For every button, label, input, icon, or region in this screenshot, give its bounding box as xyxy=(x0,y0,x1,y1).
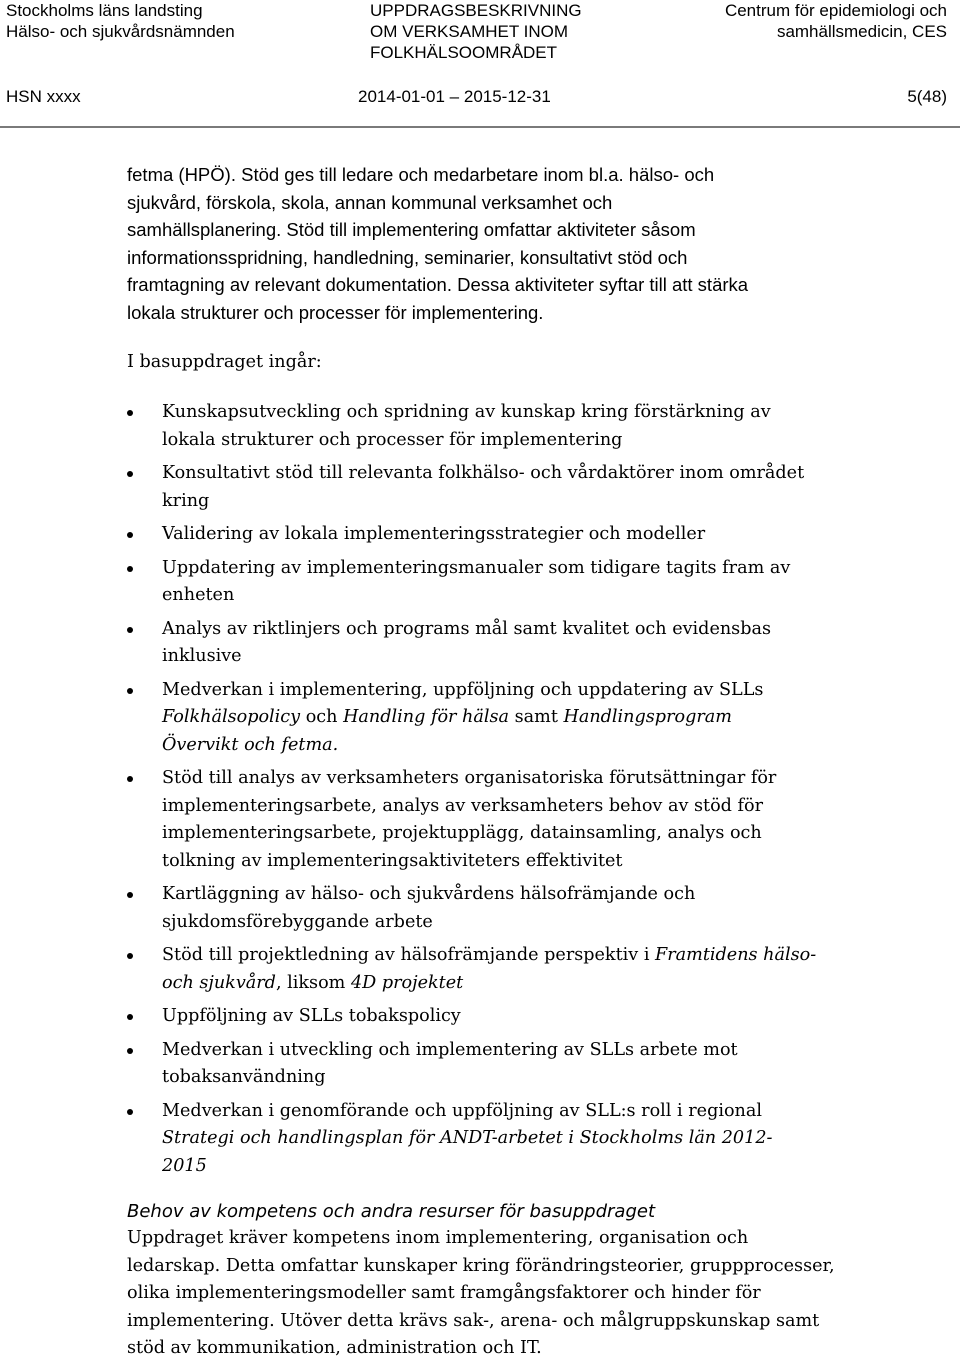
list-item-text xyxy=(162,1037,882,1092)
section-title: Behov av kompetens och andra resurser för basuppdraget xyxy=(127,1201,656,1222)
bullet-icon xyxy=(127,566,133,572)
list-item-line xyxy=(162,1037,882,1065)
list-item-text xyxy=(162,1003,882,1031)
text-segment: Uppdatering av implementeringsmanualer som tidigare tagits fram av xyxy=(162,557,791,578)
list-item xyxy=(127,521,887,549)
list-item xyxy=(127,1098,887,1181)
list-item-line xyxy=(162,616,882,644)
list-item xyxy=(127,765,887,875)
header-doctype-line: UPPDRAGSBESKRIVNING xyxy=(370,1,582,20)
paragraph-line: framtagning av relevant dokumentation. Dessa aktiviteter syftar till att stärka xyxy=(127,274,749,295)
list-item-line xyxy=(162,1003,882,1031)
bullet-icon xyxy=(127,410,133,416)
text-segment: och xyxy=(300,707,344,727)
list-item xyxy=(127,1037,887,1092)
text-segment: Kunskapsutveckling och spridning av kunskap kring förstärkning av xyxy=(162,402,771,422)
bullet-icon xyxy=(127,892,133,898)
bullet-icon xyxy=(127,1109,133,1115)
text-segment: Stöd till analys av verksamheters organisatoriska förutsättningar för xyxy=(162,768,777,788)
paragraph-line: olika implementeringsmodeller samt framgångsfaktorer och hinder för xyxy=(127,1283,761,1303)
list-item-line xyxy=(162,555,882,583)
list-item-text xyxy=(162,460,882,515)
list-item-line xyxy=(162,582,882,610)
validity-period: 2014-01-01 – 2015-12-31 xyxy=(358,87,551,106)
text-segment: enheten xyxy=(162,585,235,605)
paragraph-line: fetma (HPÖ). Stöd ges till ledare och medarbetare inom bl.a. hälso- och xyxy=(127,164,715,185)
text-segment: Stöd till projektledning av hälsofrämjande perspektiv i xyxy=(162,945,656,965)
italic-text: Handling för hälsa xyxy=(343,707,510,727)
header-unit-line: samhällsmedicin, CES xyxy=(776,22,947,41)
italic-text: 4D projektet xyxy=(350,972,464,993)
list-item-line xyxy=(162,427,882,455)
paragraph-line: implementering. Utöver detta krävs sak-, arena- och målgruppskunskap samt xyxy=(127,1310,820,1331)
bullet-icon xyxy=(127,688,133,694)
text-segment: kring xyxy=(162,490,210,511)
list-item xyxy=(127,555,887,610)
list-item xyxy=(127,881,887,936)
list-item-line xyxy=(162,820,882,848)
paragraph-line: sjukvård, förskola, skola, annan kommunal verksamhet och xyxy=(127,191,613,213)
list-item-line xyxy=(162,942,882,970)
bullet-icon xyxy=(127,532,133,538)
list-item-line xyxy=(162,399,882,427)
list-item-line xyxy=(162,793,882,821)
needs-paragraph xyxy=(127,1225,907,1363)
list-item-line xyxy=(162,765,882,793)
header-organization xyxy=(6,0,235,42)
italic-text: Framtidens hälso- xyxy=(655,945,817,965)
bullet-icon xyxy=(127,953,133,959)
list-item xyxy=(127,399,887,454)
text-segment: lokala strukturer och processer för implementering xyxy=(162,429,623,450)
document-id: HSN xxxx xyxy=(6,87,81,106)
text-segment: Analys av riktlinjers och programs mål samt kvalitet och evidensbas xyxy=(162,618,771,639)
italic-text: Folkhälsopolicy xyxy=(162,707,301,727)
text-segment: Medverkan i genomförande och uppföljning av SLL:s roll i regional xyxy=(162,1100,762,1121)
bullet-icon xyxy=(127,471,133,477)
paragraph-line: ledarskap. Detta omfattar kunskaper kring förändringsteorier, gruppprocesser, xyxy=(127,1255,835,1276)
list-item xyxy=(127,460,887,515)
header-document-type xyxy=(370,0,582,63)
list-item-line xyxy=(162,909,882,937)
bullet-icon xyxy=(127,1014,133,1020)
header-org-line: Stockholms läns landsting xyxy=(6,1,203,20)
list-item xyxy=(127,677,887,760)
text-segment: Kartläggning av hälso- och sjukvårdens hälsofrämjande och xyxy=(162,884,696,904)
list-item-line xyxy=(162,460,882,488)
list-item-line xyxy=(162,848,882,876)
paragraph-line: lokala strukturer och processer för implementering. xyxy=(127,301,544,323)
intro-paragraph xyxy=(127,161,867,326)
list-item-line xyxy=(162,1125,882,1153)
italic-text: Handlingsprogram xyxy=(563,707,732,727)
header-doctype-line: FOLKHÄLSOOMRÅDET xyxy=(370,43,558,62)
text-segment: sjukdomsförebyggande arbete xyxy=(162,911,433,932)
bullet-icon xyxy=(127,776,133,782)
list-item-line xyxy=(162,488,882,516)
text-segment: Medverkan i utveckling och implementering av SLLs arbete mot xyxy=(162,1039,738,1060)
list-item xyxy=(127,942,887,997)
list-item-text xyxy=(162,1098,882,1181)
paragraph-line: stöd av kommunikation, administration och IT. xyxy=(127,1338,542,1358)
header-doctype-line: OM VERKSAMHET INOM xyxy=(370,22,569,41)
header-divider xyxy=(0,126,960,128)
text-segment: implementeringsarbete, analys av verksamheters behov av stöd för xyxy=(162,795,764,816)
list-item-line xyxy=(162,1064,882,1092)
header-org-line: Hälso- och sjukvårdsnämnden xyxy=(6,22,235,41)
text-segment: , liksom xyxy=(275,972,351,993)
list-item-line xyxy=(162,521,882,549)
list-item-text xyxy=(162,521,882,549)
list-item-text xyxy=(162,555,882,610)
italic-text: Strategi och handlingsplan för ANDT-arbetet i Stockholms län 2012- xyxy=(162,1128,773,1148)
paragraph-line: Uppdraget kräver kompetens inom implementering, organisation och xyxy=(127,1228,749,1248)
text-segment: Konsultativt stöd till relevanta folkhälso- och vårdaktörer inom området xyxy=(162,463,805,483)
italic-text: och sjukvård xyxy=(162,972,276,993)
text-segment: Validering av lokala implementeringsstrategier och modeller xyxy=(162,524,706,544)
header-unit-line: Centrum för epidemiologi och xyxy=(724,1,947,20)
list-item xyxy=(127,616,887,671)
list-item-text xyxy=(162,765,882,875)
text-segment: tolkning av implementeringsaktiviteters effektivitet xyxy=(162,850,623,871)
bullet-icon xyxy=(127,627,133,633)
text-segment: Medverkan i implementering, uppföljning och uppdatering av SLLs xyxy=(162,679,764,700)
list-item-line xyxy=(162,1098,882,1126)
text-segment: samt xyxy=(509,707,564,727)
list-item-line xyxy=(162,881,882,909)
list-item-text xyxy=(162,677,882,760)
basuppdrag-heading: I basuppdraget ingår: xyxy=(127,352,322,372)
list-item-line xyxy=(162,970,882,998)
text-segment: tobaksanvändning xyxy=(162,1067,326,1087)
list-item-line xyxy=(162,732,882,760)
list-item-text xyxy=(162,616,882,671)
text-segment: implementeringsarbete, projektupplägg, datainsamling, analys och xyxy=(162,823,762,843)
list-item-line xyxy=(162,1153,882,1181)
paragraph-line: samhällsplanering. Stöd till implementering omfattar aktiviteter såsom xyxy=(127,219,696,240)
list-item-line xyxy=(162,643,882,671)
list-item-line xyxy=(162,677,882,705)
page-number: 5(48) xyxy=(907,87,947,106)
text-segment: Uppföljning av SLLs tobakspolicy xyxy=(162,1006,461,1026)
italic-text: Övervikt och fetma. xyxy=(162,734,339,755)
list-item-line xyxy=(162,704,882,732)
paragraph-line: informationsspridning, handledning, seminarier, konsultativt stöd och xyxy=(127,246,688,268)
list-item xyxy=(127,1003,887,1031)
header-unit xyxy=(725,0,947,42)
list-item-text xyxy=(162,881,882,936)
bullet-icon xyxy=(127,1048,133,1054)
list-item-text xyxy=(162,399,882,454)
italic-text: 2015 xyxy=(162,1155,207,1176)
list-item-text xyxy=(162,942,882,997)
text-segment: inklusive xyxy=(162,646,242,666)
